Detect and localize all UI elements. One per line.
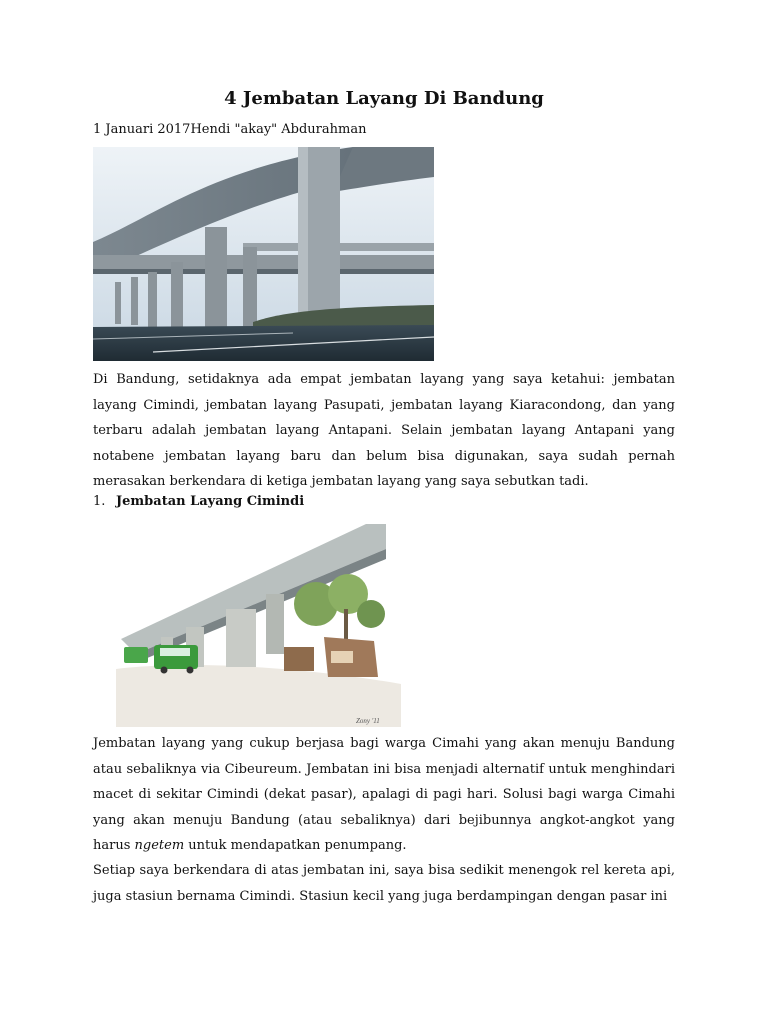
flyover-photo — [93, 147, 434, 361]
cimindi-sketch-illustration — [116, 519, 401, 727]
section-title: Jembatan Layang Cimindi — [116, 494, 305, 509]
cimindi-paragraph-1: Jembatan layang yang cukup berjasa bagi warga Cimahi yang akan menuju Bandung atau sebaliknya via Cibeureum. Jembatan ini bisa menjadi alternatif untuk menghindari macet di sekitar Cimindi (dekat pasar), apalagi di pagi hari. Solusi bagi warga Cimahi yang akan menuju Bandung (atau sebaliknya) dari bejibunnya angkot-angkot yang harus ngetem untuk mendapatkan penumpang. — [93, 736, 675, 853]
emphasis-ngetem: ngetem — [134, 838, 185, 853]
article-byline: 1 Januari 2017Hendi "akay" Abdurahman — [93, 122, 367, 137]
list-number: 1. — [93, 494, 106, 509]
intro-paragraph: Di Bandung, setidaknya ada empat jembatan layang yang saya ketahui: jembatan layang Cimindi, jembatan layang Pasupati, jembatan layang Kiaracondong, dan yang terbaru adalah jembatan layang Antapani. Selain jembatan layang Antapani yang notabene jembatan layang baru dan belum bisa digunakan, saya sudah pernah merasakan berkendara di ketiga jembatan layang yang saya sebutkan tadi. — [93, 372, 675, 489]
article-title: 4 Jembatan Layang Di Bandung — [224, 88, 544, 109]
cimindi-paragraph-2: Setiap saya berkendara di atas jembatan ini, saya bisa sedikit menengok rel kereta api, juga stasiun bernama Cimindi. Stasiun kecil yang juga berdampingan dengan pasar ini — [93, 863, 675, 904]
sketch-signature: Zony '11 — [356, 717, 380, 725]
section-heading-cimindi — [93, 494, 304, 509]
